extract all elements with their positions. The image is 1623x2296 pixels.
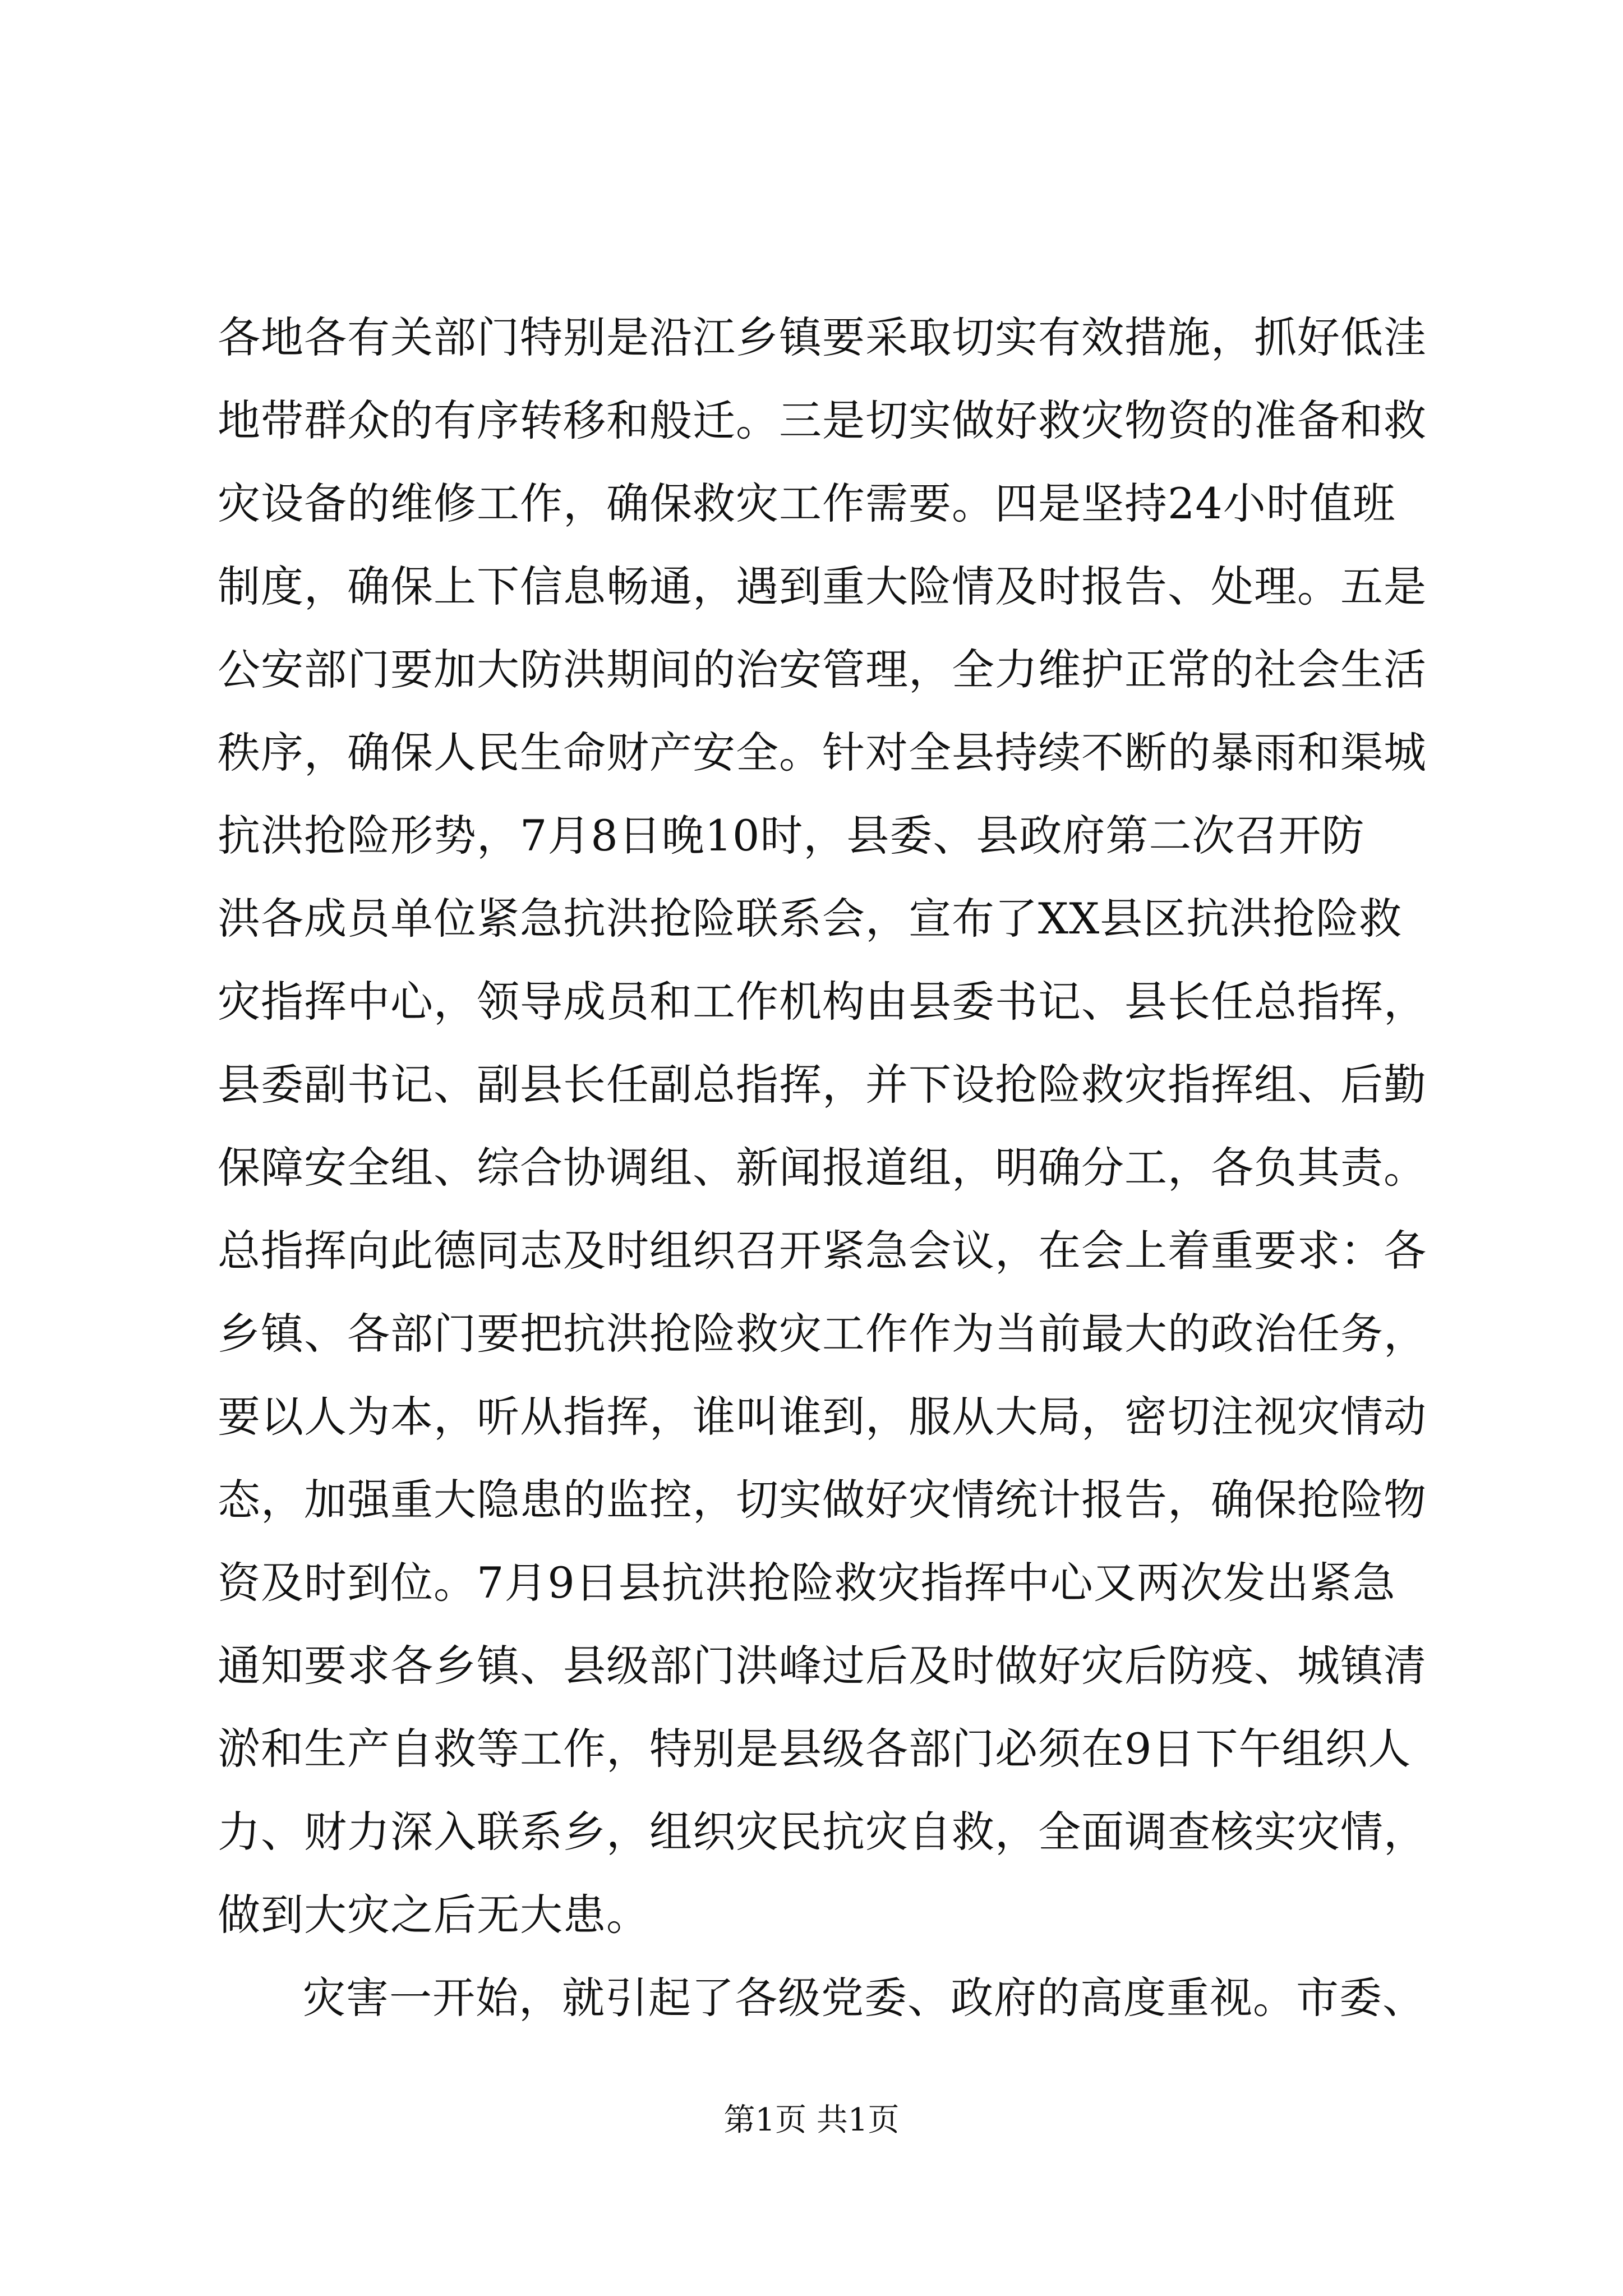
text-line: 力、财力深入联系乡，组织灾民抗灾自救，全面调查核实灾情， (218, 1807, 1427, 1857)
text-line: 制度，确保上下信息畅通，遇到重大险情及时报告、处理。五是 (218, 562, 1427, 611)
text-line: 态，加强重大隐患的监控，切实做好灾情统计报告，确保抢险物 (218, 1475, 1427, 1525)
text-line: 洪各成员单位紧急抗洪抢险联系会，宣布了XX县区抗洪抢险救 (218, 894, 1403, 944)
text-line: 乡镇、各部门要把抗洪抢险救灾工作作为当前最大的政治任务， (218, 1309, 1427, 1359)
text-line: 抗洪抢险形势，7月8日晚10时，县委、县政府第二次召开防 (218, 811, 1365, 861)
text-line: 通知要求各乡镇、县级部门洪峰过后及时做好灾后防疫、城镇清 (218, 1641, 1427, 1691)
body-text (218, 296, 1457, 2040)
text-line: 地带群众的有序转移和般迁。三是切实做好救灾物资的准备和救 (218, 395, 1427, 445)
text-line: 各地各有关部门特别是沿江乡镇要采取切实有效措施，抓好低洼 (218, 312, 1427, 362)
text-line: 淤和生产自救等工作，特别是县级各部门必须在9日下午组织人 (218, 1724, 1412, 1774)
text-line: 资及时到位。7月9日县抗洪抢险救灾指挥中心又两次发出紧急 (218, 1558, 1396, 1608)
text-line: 做到大灾之后无大患。 (218, 1890, 649, 1940)
text-line: 保障安全组、综合协调组、新闻报道组，明确分工，各负其责。 (218, 1143, 1427, 1193)
text-line: 要以人为本，听从指挥，谁叫谁到，服从大局，密切注视灾情动 (218, 1392, 1427, 1442)
text-line: 总指挥向此德同志及时组织召开紧急会议，在会上着重要求：各 (218, 1226, 1427, 1276)
text-line: 县委副书记、副县长任副总指挥，并下设抢险救灾指挥组、后勤 (218, 1060, 1427, 1110)
paragraph-start-line: 灾害一开始，就引起了各级党委、政府的高度重视。市委、 (303, 1973, 1426, 2023)
page-footer: 第1页 共1页 (723, 2102, 900, 2138)
text-line: 公安部门要加大防洪期间的治安管理，全力维护正常的社会生活 (218, 645, 1427, 694)
text-line: 灾指挥中心，领导成员和工作机构由县委书记、县长任总指挥， (218, 977, 1427, 1027)
text-line: 秩序，确保人民生命财产安全。针对全县持续不断的暴雨和渠城 (218, 728, 1427, 777)
text-line: 灾设备的维修工作，确保救灾工作需要。四是坚持24小时值班 (218, 478, 1396, 528)
